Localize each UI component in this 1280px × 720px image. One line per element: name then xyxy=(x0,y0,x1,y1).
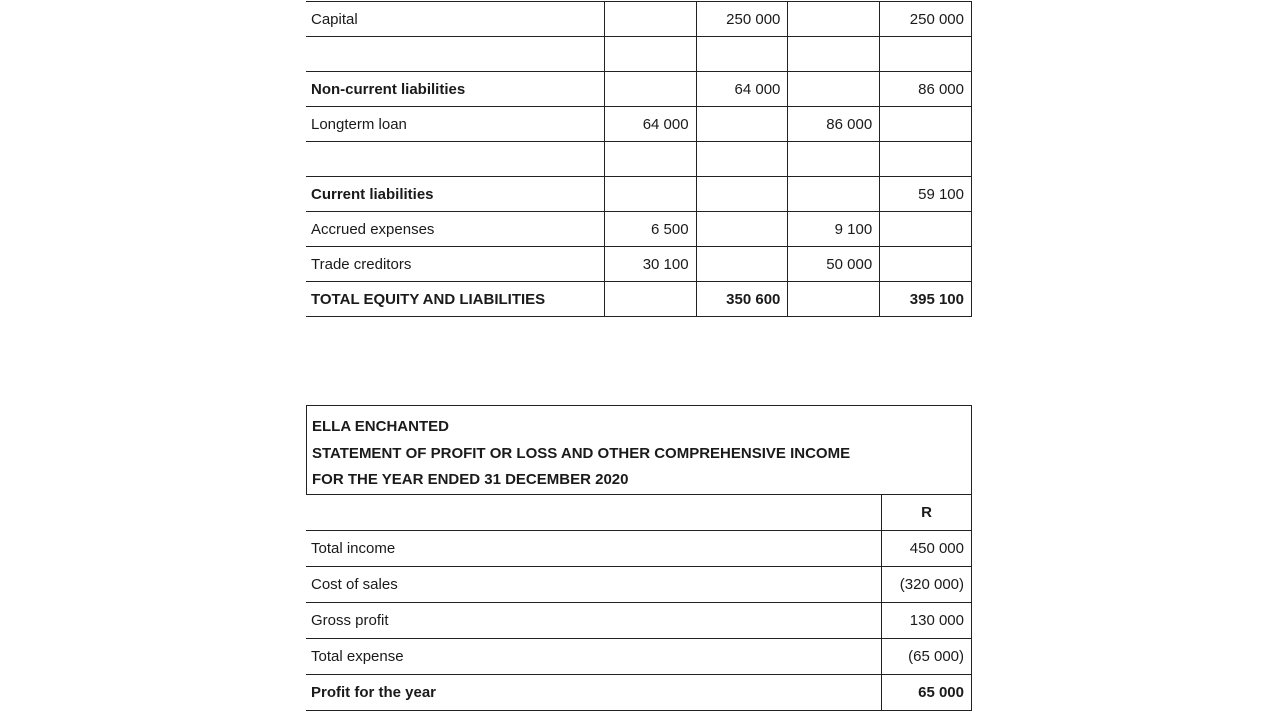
cell-value: 86 000 xyxy=(880,72,972,107)
cell-value xyxy=(696,212,788,247)
balance-sheet-table xyxy=(306,1,972,317)
table-row xyxy=(306,531,972,567)
statement-title: STATEMENT OF PROFIT OR LOSS AND OTHER COMPREHENSIVE INCOME xyxy=(312,444,851,462)
cell-value xyxy=(604,177,696,212)
row-label: Current liabilities xyxy=(306,177,604,212)
row-label: Cost of sales xyxy=(306,567,882,603)
cell-value xyxy=(788,142,880,177)
income-statement-table xyxy=(306,494,972,711)
row-label: Trade creditors xyxy=(306,247,604,282)
row-label: Total expense xyxy=(306,639,882,675)
table-row xyxy=(306,639,972,675)
cell-value xyxy=(604,37,696,72)
cell-value: 250 000 xyxy=(880,2,972,37)
cell-value xyxy=(880,212,972,247)
table-row xyxy=(306,37,972,72)
cell-value xyxy=(696,107,788,142)
cell-value: 350 600 xyxy=(696,282,788,317)
row-label: Profit for the year xyxy=(306,675,882,711)
cell-value xyxy=(880,37,972,72)
cell-value xyxy=(604,2,696,37)
currency-header: R xyxy=(882,495,972,531)
table-header-row xyxy=(306,495,972,531)
cell-value: 9 100 xyxy=(788,212,880,247)
cell-value xyxy=(788,282,880,317)
row-amount: 450 000 xyxy=(882,531,972,567)
cell-value: 86 000 xyxy=(788,107,880,142)
cell-value xyxy=(604,142,696,177)
cell-value: 50 000 xyxy=(788,247,880,282)
table-row xyxy=(306,142,972,177)
cell-value xyxy=(880,107,972,142)
cell-value xyxy=(604,72,696,107)
row-label: TOTAL EQUITY AND LIABILITIES xyxy=(306,282,604,317)
cell-value xyxy=(788,2,880,37)
cell-value xyxy=(604,282,696,317)
cell-value xyxy=(788,72,880,107)
cell-value: 64 000 xyxy=(604,107,696,142)
cell-value xyxy=(880,247,972,282)
table-row xyxy=(306,177,972,212)
row-label: Total income xyxy=(306,531,882,567)
cell-value xyxy=(788,177,880,212)
table-row xyxy=(306,72,972,107)
table-row xyxy=(306,567,972,603)
table-row xyxy=(306,247,972,282)
cell-value xyxy=(880,142,972,177)
table-row xyxy=(306,212,972,247)
row-label: Capital xyxy=(306,2,604,37)
cell-value xyxy=(696,37,788,72)
table-row xyxy=(306,603,972,639)
row-amount: 130 000 xyxy=(882,603,972,639)
row-amount: (65 000) xyxy=(882,639,972,675)
statement-period: FOR THE YEAR ENDED 31 DECEMBER 2020 xyxy=(312,471,629,488)
cell-value: 59 100 xyxy=(880,177,972,212)
cell-value xyxy=(788,37,880,72)
row-amount: 65 000 xyxy=(882,675,972,711)
table-row-total xyxy=(306,282,972,317)
row-label: Gross profit xyxy=(306,603,882,639)
cell-value: 395 100 xyxy=(880,282,972,317)
row-label: Longterm loan xyxy=(306,107,604,142)
cell-value: 6 500 xyxy=(604,212,696,247)
cell-value: 250 000 xyxy=(696,2,788,37)
cell-value xyxy=(696,177,788,212)
table-row-total xyxy=(306,675,972,711)
cell-value: 64 000 xyxy=(696,72,788,107)
table-row xyxy=(306,107,972,142)
table-row xyxy=(306,2,972,37)
company-name: ELLA ENCHANTED xyxy=(312,418,449,435)
row-amount: (320 000) xyxy=(882,567,972,603)
row-label xyxy=(306,37,604,72)
income-statement-header xyxy=(306,405,972,495)
cell-value: 30 100 xyxy=(604,247,696,282)
cell-value xyxy=(696,142,788,177)
row-label: Accrued expenses xyxy=(306,212,604,247)
row-label: Non-current liabilities xyxy=(306,72,604,107)
row-label xyxy=(306,142,604,177)
cell-value xyxy=(696,247,788,282)
header-label-cell xyxy=(306,495,882,531)
